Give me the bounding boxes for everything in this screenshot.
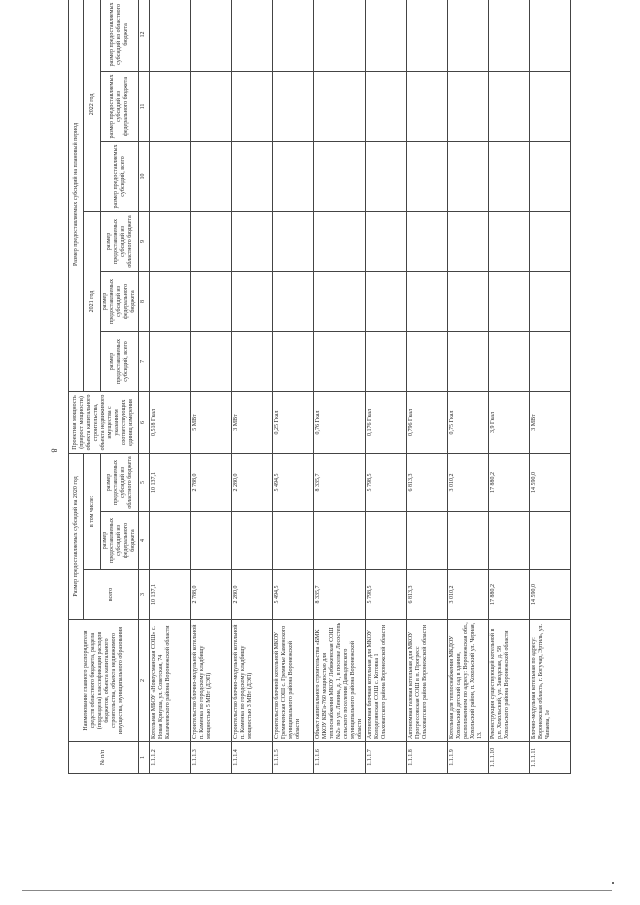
- cell-name: Строительство блочной котельной МКОУ Гремяченская СОШ с. Гремячье Каменского муниципального района Воронежской области: [273, 620, 314, 742]
- cell-federal: [366, 512, 407, 570]
- cell-capacity: 0,75 Гкал: [448, 391, 489, 453]
- header-2022-total: размер предоставляемых субсидий, всего: [101, 141, 139, 211]
- header-2021-regional: размер предоставляемых субсидий из областного бюджета: [101, 211, 139, 271]
- subsidy-table: [68, 0, 571, 774]
- cell-planned-empty: [366, 71, 407, 141]
- cell-planned-empty: [150, 71, 191, 141]
- cell-num: 1.1.1.4: [232, 742, 273, 774]
- cell-planned-empty: [448, 141, 489, 211]
- cell-planned-empty: [407, 271, 448, 331]
- cell-federal: [530, 512, 571, 570]
- header-2021-federal: размер предоставляемых субсидий из федерального бюджета: [101, 271, 139, 331]
- cell-planned-empty: [191, 141, 232, 211]
- cell-num: 1.1.1.11: [530, 742, 571, 774]
- cell-planned-empty: [191, 271, 232, 331]
- cell-planned-empty: [150, 0, 191, 71]
- table-row: [273, 0, 314, 774]
- header-regional: размер предоставляемых субсидий из областного бюджета: [101, 453, 139, 511]
- cell-planned-empty: [191, 211, 232, 271]
- col-number: 3: [139, 570, 150, 620]
- cell-planned-empty: [366, 331, 407, 391]
- cell-planned-empty: [530, 71, 571, 141]
- cell-planned-empty: [273, 71, 314, 141]
- cell-planned-empty: [366, 211, 407, 271]
- cell-planned-empty: [489, 271, 530, 331]
- table-row: [407, 0, 448, 774]
- cell-num: 1.1.1.6: [314, 742, 366, 774]
- footer-mark: [612, 882, 614, 884]
- cell-planned-empty: [530, 271, 571, 331]
- cell-planned-empty: [314, 331, 366, 391]
- col-number: 8: [139, 271, 150, 331]
- cell-total: 6 813,3: [407, 570, 448, 620]
- cell-planned-empty: [407, 141, 448, 211]
- table-row: [448, 0, 489, 774]
- cell-federal: [273, 512, 314, 570]
- cell-planned-empty: [232, 331, 273, 391]
- cell-total: 5 798,5: [366, 570, 407, 620]
- col-number: 2: [139, 620, 150, 742]
- cell-planned-empty: [273, 141, 314, 211]
- cell-planned-empty: [530, 141, 571, 211]
- cell-num: 1.1.1.2: [150, 742, 191, 774]
- cell-regional: 14 590,0: [530, 453, 571, 511]
- cell-num: 1.1.1.10: [489, 742, 530, 774]
- cell-planned-empty: [150, 211, 191, 271]
- cell-regional: 8 335,7: [314, 453, 366, 511]
- header-including: в том числе:: [84, 453, 101, 569]
- cell-total: 2 788,0: [191, 570, 232, 620]
- cell-total: 5 494,5: [273, 570, 314, 620]
- cell-name: Блочно-модульная котельная по адресу: Воронежская область, г. Богучар, Эртиль, ул. Чапаева, 1е: [530, 620, 571, 742]
- header-2021-total: размер предоставляемых субсидий, всего: [101, 331, 139, 391]
- cell-planned-empty: [407, 0, 448, 71]
- cell-planned-empty: [489, 71, 530, 141]
- header-num: № п/п: [69, 742, 139, 774]
- cell-planned-empty: [232, 0, 273, 71]
- cell-planned-empty: [407, 331, 448, 391]
- col-number: 12: [139, 0, 150, 71]
- cell-regional: 2 280,0: [232, 453, 273, 511]
- cell-planned-empty: [407, 211, 448, 271]
- cell-planned-empty: [314, 271, 366, 331]
- cell-federal: [150, 512, 191, 570]
- cell-planned-empty: [191, 331, 232, 391]
- cell-regional: 5 494,5: [273, 453, 314, 511]
- header-planned: Размер предоставляемых субсидий на плановый период: [69, 0, 84, 391]
- footer-rule: [22, 890, 612, 891]
- cell-num: 1.1.1.3: [191, 742, 232, 774]
- cell-planned-empty: [448, 71, 489, 141]
- cell-name: Реконструкция существующей котельной в р.п. Хохольский, ул. Заводская, д. 58 Хохольского района Воронежской области: [489, 620, 530, 742]
- cell-name: Строительство блочно-модульной котельной п. Каменка по городскому кладбищу мощностью 5 МВт (ДЭП): [191, 620, 232, 742]
- cell-planned-empty: [448, 271, 489, 331]
- cell-regional: 10 137,1: [150, 453, 191, 511]
- cell-capacity: 0,76 Гкал: [314, 391, 366, 453]
- cell-name: Котельная для теплоснабжения МКДОУ Хохольский детский сад в здании, расположенном по адресу: Воронежская обл., Хохольский район, п. Хохольский ул. Черная, 13.: [448, 620, 489, 742]
- cell-num: 1.1.1.9: [448, 742, 489, 774]
- cell-planned-empty: [150, 331, 191, 391]
- cell-planned-empty: [366, 0, 407, 71]
- cell-regional: 5 798,5: [366, 453, 407, 511]
- cell-capacity: 3 МВт: [232, 391, 273, 453]
- col-number: 7: [139, 331, 150, 391]
- cell-capacity: 0,796 Гкал: [407, 391, 448, 453]
- header-federal: размер предоставляемых субсидий из федерального бюджета: [101, 512, 139, 570]
- table-row: [191, 0, 232, 774]
- cell-planned-empty: [314, 211, 366, 271]
- cell-planned-empty: [448, 211, 489, 271]
- cell-federal: [191, 512, 232, 570]
- cell-total: 3 010,2: [448, 570, 489, 620]
- cell-capacity: 3 МВт: [530, 391, 571, 453]
- cell-name: Объект капитального строительства «БМК МКОУ КВГа-760 мощностью для теплоснабжения МКОУ Лебяженская СОШ №2» по ул. Ленина, д. 1, в поселке Лесостепь сельского поселения Давыдовского муниципального района Воронежской области: [314, 620, 366, 742]
- cell-federal: [489, 512, 530, 570]
- cell-federal: [407, 512, 448, 570]
- cell-capacity: 3,9 Гкал: [489, 391, 530, 453]
- cell-num: 1.1.1.5: [273, 742, 314, 774]
- cell-num: 1.1.1.8: [407, 742, 448, 774]
- cell-capacity: 0,25 Гкал: [273, 391, 314, 453]
- col-number: 6: [139, 391, 150, 453]
- cell-planned-empty: [232, 141, 273, 211]
- cell-name: Строительство блочно-модульной котельной п. Каменка по городскому кладбищу мощностью 3 МВт (ДЭП): [232, 620, 273, 742]
- cell-planned-empty: [489, 211, 530, 271]
- col-number: 10: [139, 141, 150, 211]
- cell-federal: [314, 512, 366, 570]
- cell-planned-empty: [448, 331, 489, 391]
- cell-total: 14 590,0: [530, 570, 571, 620]
- cell-planned-empty: [273, 271, 314, 331]
- cell-planned-empty: [489, 0, 530, 71]
- col-number: 1: [139, 742, 150, 774]
- cell-capacity: 0,176 Гкал: [366, 391, 407, 453]
- cell-federal: [232, 512, 273, 570]
- cell-total: 17 880,2: [489, 570, 530, 620]
- cell-planned-empty: [191, 71, 232, 141]
- header-2021: 2021 год: [84, 211, 101, 391]
- table-row: [232, 0, 273, 774]
- cell-planned-empty: [366, 271, 407, 331]
- col-number: 11: [139, 71, 150, 141]
- cell-planned-empty: [191, 0, 232, 71]
- rotated-table-container: [68, 0, 572, 774]
- cell-planned-empty: [232, 71, 273, 141]
- cell-regional: 2 788,0: [191, 453, 232, 511]
- header-2022: 2022 год: [84, 0, 101, 211]
- cell-planned-empty: [489, 331, 530, 391]
- page-number: 8: [49, 448, 59, 453]
- col-number: 9: [139, 211, 150, 271]
- header-2022-federal: размер предоставляемых субсидий из федерального бюджета: [101, 71, 139, 141]
- table-row: [366, 0, 407, 774]
- cell-planned-empty: [530, 211, 571, 271]
- cell-planned-empty: [530, 0, 571, 71]
- header-2022-regional: размер предоставляемых субсидий из областного бюджета: [101, 0, 139, 71]
- cell-planned-empty: [314, 141, 366, 211]
- cell-planned-empty: [314, 0, 366, 71]
- header-total: всего: [84, 570, 139, 620]
- table-row: [530, 0, 571, 774]
- cell-planned-empty: [273, 331, 314, 391]
- header-capacity: Проектная мощность (прирост мощности) объекта капитального строительства, объекта недвижимого имущества с указанием соответствующих единиц измерения: [69, 391, 139, 453]
- cell-planned-empty: [150, 141, 191, 211]
- cell-regional: 17 880,2: [489, 453, 530, 511]
- col-number: 5: [139, 453, 150, 511]
- cell-planned-empty: [232, 211, 273, 271]
- header-subsidy-2020: Размер предоставляемых субсидий на 2020 год: [69, 453, 84, 619]
- cell-capacity: 0,518 Гкал: [150, 391, 191, 453]
- cell-federal: [448, 512, 489, 570]
- cell-total: 2 280,0: [232, 570, 273, 620]
- cell-name: Котельная МБОУ «Новоусманская СОШ» с. Новая Криуша, ул. Советская, 74 Калачеевского района Воронежской области: [150, 620, 191, 742]
- cell-planned-empty: [530, 331, 571, 391]
- cell-planned-empty: [407, 71, 448, 141]
- cell-planned-empty: [366, 141, 407, 211]
- cell-total: 10 137,1: [150, 570, 191, 620]
- cell-planned-empty: [489, 141, 530, 211]
- cell-planned-empty: [273, 211, 314, 271]
- cell-name: Автономная блочная котельная для МКОУ Колодезянская СОШ с. Котовка 1 Ольховатского района Воронежской области: [366, 620, 407, 742]
- cell-capacity: 5 МВт: [191, 391, 232, 453]
- table-row: [489, 0, 530, 774]
- table-row: [314, 0, 366, 774]
- header-name: Наименование главного распорядителя средств областного бюджета, раздела (подраздела) классификации расходов бюджетов, объекта капитального строительства, объекта недвижимого имущества, муниципального образования: [69, 620, 139, 742]
- table-row: [150, 0, 191, 774]
- column-numbers-row: [139, 0, 150, 774]
- cell-total: 8 335,7: [314, 570, 366, 620]
- cell-planned-empty: [448, 0, 489, 71]
- cell-regional: 3 010,2: [448, 453, 489, 511]
- cell-regional: 6 813,3: [407, 453, 448, 511]
- cell-name: Автономная газовая котельная для МКОУ Прогрессовская СОШ в п. Прогресс Ольховатского района Воронежской области: [407, 620, 448, 742]
- cell-num: 1.1.1.7: [366, 742, 407, 774]
- cell-planned-empty: [150, 271, 191, 331]
- cell-planned-empty: [273, 0, 314, 71]
- cell-planned-empty: [232, 271, 273, 331]
- cell-planned-empty: [314, 71, 366, 141]
- col-number: 4: [139, 512, 150, 570]
